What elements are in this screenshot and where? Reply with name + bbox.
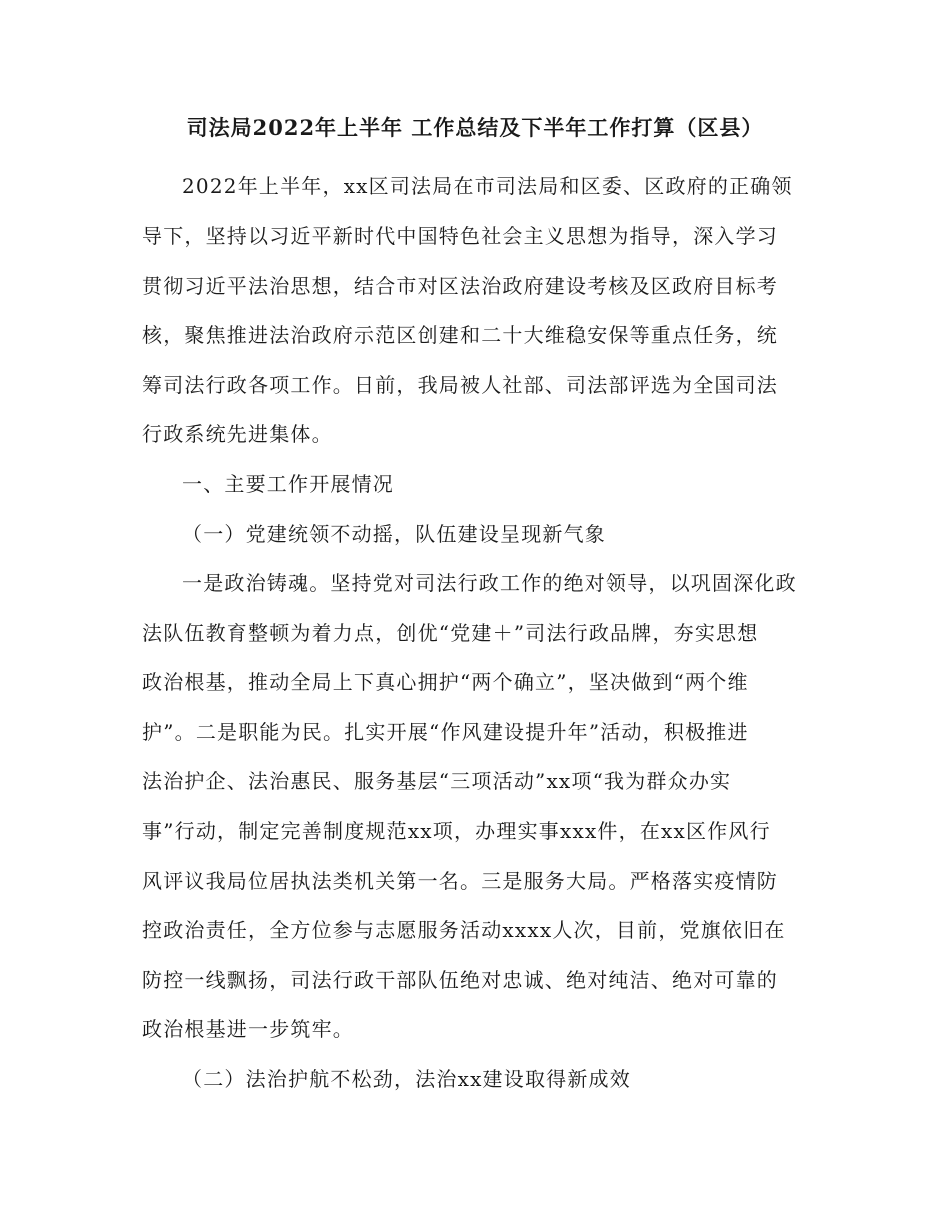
paragraph-line: 2022年上半年，xx区司法局在市司法局和区委、区政府的正确领: [182, 174, 793, 198]
paragraph-line: 风评议我局位居执法类机关第一名。三是服务大局。严格落实疫情防: [142, 869, 778, 893]
paragraph-line: 法治护企、法治惠民、服务基层“三项活动”xx项“我为群众办实: [142, 769, 732, 793]
paragraph-line: 法队伍教育整顿为着力点，创优“党建＋”司法行政品牌，夯实思想: [142, 621, 759, 645]
paragraph-line: 筹司法行政各项工作。日前，我局被人社部、司法部评选为全国司法: [142, 373, 778, 397]
paragraph-line: 导下，坚持以习近平新时代中国特色社会主义思想为指导，深入学习: [142, 224, 778, 248]
paragraph-line: 一是政治铸魂。坚持党对司法行政工作的绝对领导，以巩固深化政: [182, 571, 797, 595]
paragraph-line: 事”行动，制定完善制度规范xx项，办理实事xxx件，在xx区作风行: [142, 819, 771, 843]
document-title: 司法局2022年上半年 工作总结及下半年工作打算（区县）: [186, 115, 764, 140]
paragraph-line: 行政系统先进集体。: [142, 422, 333, 446]
section-heading: 一、主要工作开展情况: [182, 472, 394, 496]
paragraph-line: 护”。二是职能为民。扎实开展“作风建设提升年”活动，积极推进: [142, 720, 749, 744]
paragraph-line: 控政治责任，全方位参与志愿服务活动xxxx人次，目前，党旗依旧在: [142, 918, 786, 942]
paragraph-line: 政治根基，推动全局上下真心拥护“两个确立”，坚决做到“两个维: [142, 670, 749, 694]
paragraph-line: 政治根基进一步筑牢。: [142, 1017, 354, 1041]
paragraph-line: 贯彻习近平法治思想，结合市对区法治政府建设考核及区政府目标考: [142, 274, 778, 298]
subsection-heading: （一）党建统领不动摇，队伍建设呈现新气象: [182, 522, 606, 546]
paragraph-line: 防控一线飘扬，司法行政干部队伍绝对忠诚、绝对纯洁、绝对可靠的: [142, 968, 778, 992]
paragraph-line: 核，聚焦推进法治政府示范区创建和二十大维稳安保等重点任务，统: [142, 323, 778, 347]
subsection-heading: （二）法治护航不松劲，法治xx建设取得新成效: [182, 1067, 631, 1091]
